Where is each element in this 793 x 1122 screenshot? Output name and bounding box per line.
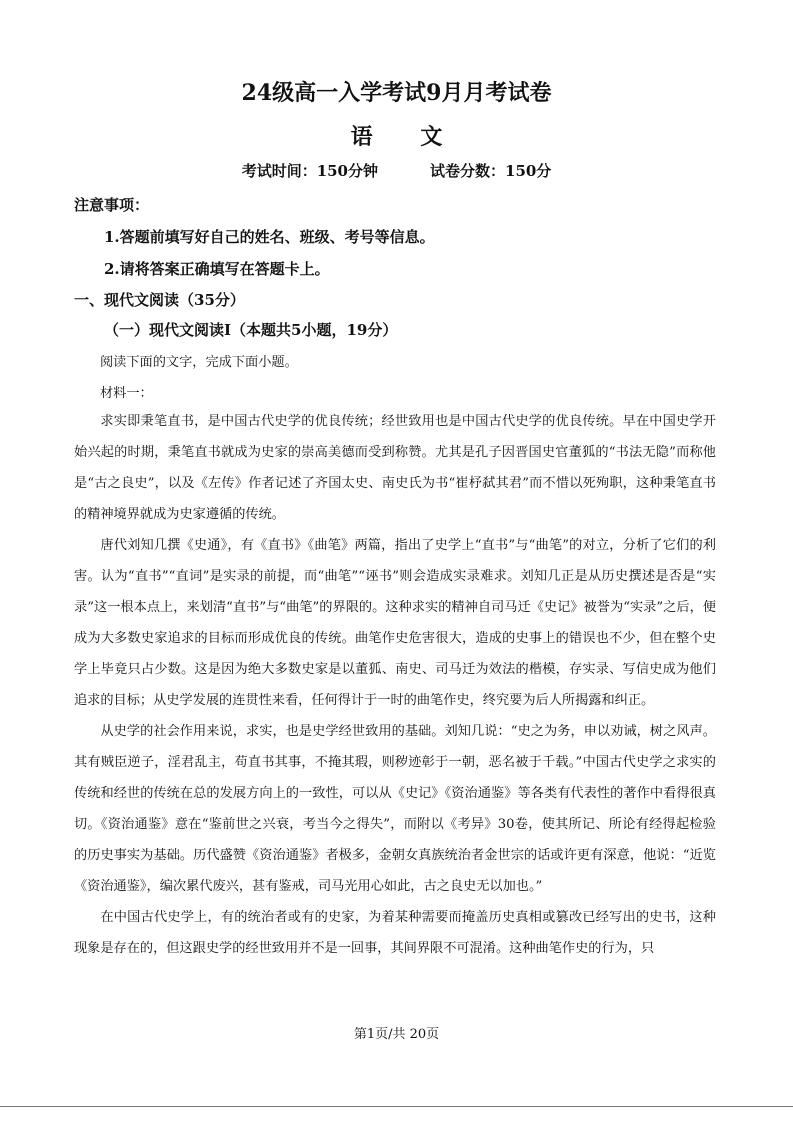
material-label: 材料一： [100, 386, 153, 401]
exam-time: 考试时间：150分钟 [241, 162, 378, 180]
exam-score: 试卷分数：150分 [430, 162, 552, 180]
passage-paragraph: 在中国古代史学上，有的统治者或有的史家，为着某种需要而掩盖历史真相或篡改已经写出的史书，这种现象是存在的，但这跟史学的经世致用并不是一回事，其间界限不可混淆。这种曲笔作史的行为，只 [74, 910, 716, 956]
page-bottom-rule [0, 1106, 793, 1107]
exam-info [0, 160, 793, 181]
note-item-1: 1.答题前填写好自己的姓名、班级、考号等信息。 [104, 228, 435, 246]
section-heading: 一、现代文阅读（35分） [74, 291, 245, 309]
passage-body [74, 406, 716, 964]
page-number: 第1页/共 20页 [353, 1027, 440, 1042]
passage-paragraph: 从史学的社会作用来说，求实，也是史学经世致用的基础。刘知几说：“史之为务，申以劝诫，树之风声。其有贼臣逆子，淫君乱主，苟直书其事，不掩其瑕，则秽迹彰于一朝，恶名被于千载。”中国古代史学之求实的传统和经世的传统在总的发展方向上的一致性，可以从《史记》《资治通鉴》等各类有代表性的著作中看得很真切。《资治通鉴》意在“鉴前世之兴衰，考当今之得失”，而附以《考异》30卷，使其所记、所论有经得起检验的历史事实为基础。历代盛赞《资治通鉴》者极多，金朝女真族统治者金世宗的话或许更有深意，他说：“近览《资治通鉴》，编次累代废兴，甚有鉴戒，司马光用心如此，古之良史无以加也。” [74, 724, 716, 894]
reading-instruction: 阅读下面的文字，完成下面小题。 [100, 355, 298, 370]
note-item-2: 2.请将答案正确填写在答题卡上。 [104, 260, 330, 278]
exam-title: 24级高一入学考试9月月考试卷 [241, 80, 552, 106]
passage-paragraph: 求实即秉笔直书，是中国古代史学的优良传统；经世致用也是中国古代史学的优良传统。早在中国史学开始兴起的时期，秉笔直书就成为史家的崇高美德而受到称赞。尤其是孔子因晋国史官董狐的“书法无隐”而称他是“古之良史”，以及《左传》作者记述了齐国太史、南史氏为书“崔杼弑其君”而不惜以死殉职，这种秉笔直书的精神境界就成为史家遵循的传统。 [74, 414, 716, 522]
subject-title: 语 文 [350, 124, 463, 150]
notes-heading: 注意事项： [74, 196, 150, 214]
passage-paragraph: 唐代刘知几撰《史通》，有《直书》《曲笔》两篇，指出了史学上“直书”与“曲笔”的对立，分析了它们的利害。认为“直书”“直词”是实录的前提，而“曲笔”“诬书”则会造成实录难求。刘知几正是从历史撰述是否是“实录”这一根本点上，来划清“直书”与“曲笔”的界限的。这种求实的精神自司马迁《史记》被誉为“实录”之后，便成为大多数史家追求的目标而形成优良的传统。曲笔作史危害很大，造成的史事上的错误也不少，但在整个史学上毕竟只占少数。这是因为绝大多数史家是以董狐、南史、司马迁为效法的楷模，存实录、写信史成为他们追求的目标；从史学发展的连贯性来看，任何得计于一时的曲笔作史，终究要为后人所揭露和纠正。 [74, 538, 716, 708]
subsection-heading: （一）现代文阅读Ⅰ（本题共5小题，19分） [104, 321, 398, 339]
